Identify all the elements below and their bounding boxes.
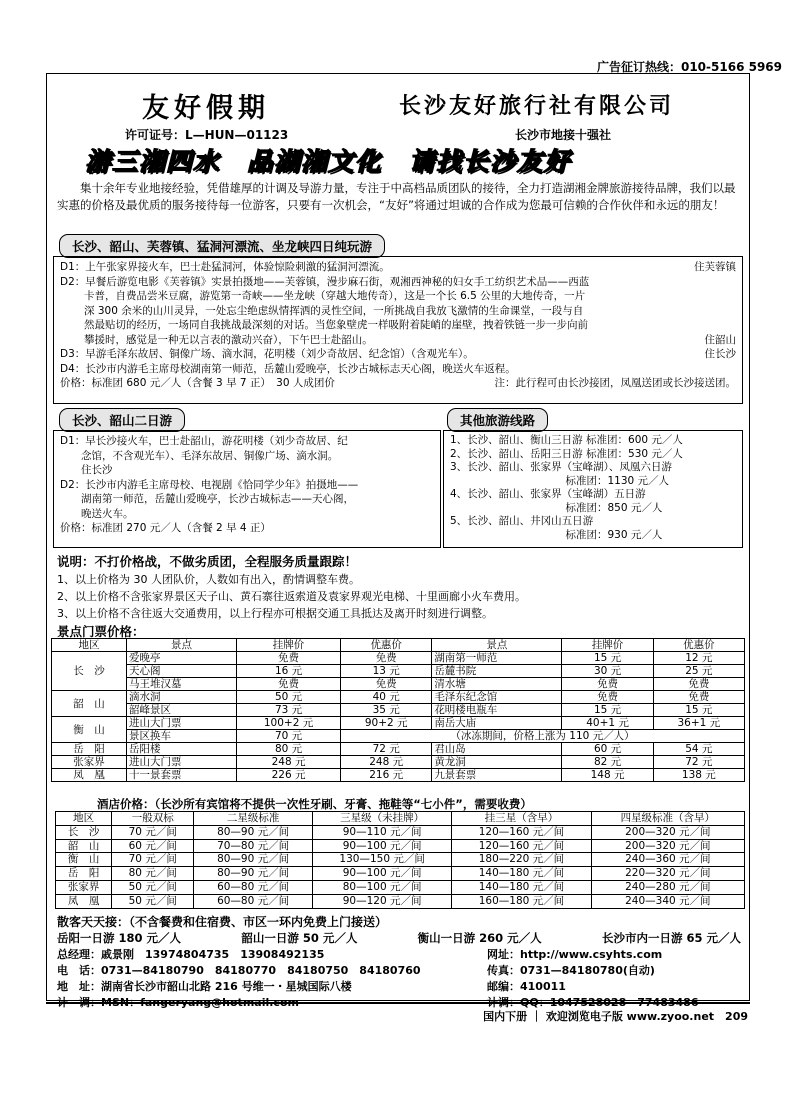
table-cell: 120—160 元／间 — [452, 839, 591, 853]
ad-hotline: 广告征订热线：010-5166 5969 — [596, 60, 782, 74]
daytrips-list — [57, 930, 741, 946]
table-cell: 韶峰景区 — [127, 704, 237, 717]
tour4-d1: D1：上午张家界接火车，巴士赴猛洞河，体验惊险刺激的猛洞河漂流。 — [60, 261, 390, 273]
footer-divider — [46, 1002, 750, 1004]
table-cell: 衡 山 — [56, 853, 112, 867]
table-cell: 25 元 — [653, 665, 744, 678]
advert-frame — [46, 73, 750, 1009]
hotels-table — [55, 811, 745, 909]
table-cell: 岳 阳 — [56, 867, 112, 881]
header-cell: 挂牌价 — [237, 639, 341, 652]
table-row — [56, 867, 745, 881]
table-cell: 130—150 元／间 — [312, 853, 451, 867]
table-cell: 160—180 元／间 — [452, 894, 591, 908]
table-cell: 90—100 元／间 — [312, 867, 451, 881]
tour2-box — [53, 430, 441, 548]
table-cell: 90—120 元／间 — [312, 894, 451, 908]
table-cell: 免费 — [562, 678, 653, 691]
table-header-row — [56, 812, 745, 826]
table-cell: 82 元 — [562, 756, 653, 769]
contact-zip: 邮编：410011 — [487, 980, 566, 993]
table-row — [52, 717, 745, 730]
table-cell: 240—280 元／间 — [591, 880, 744, 894]
other-route: 标准团：850 元／人 — [450, 501, 663, 514]
tour2-line: 湖南第一师范，岳麓山爱晚亭，长沙古城标志——天心阁， — [60, 493, 354, 505]
table-cell: 马王堆汉墓 — [127, 678, 237, 691]
table-cell: 凤 凰 — [56, 894, 112, 908]
table-cell: 80—90 元／间 — [194, 867, 313, 881]
daytrip-item: 长沙市内一日游 65 元／人 — [601, 931, 741, 945]
table-row — [56, 853, 745, 867]
table-row — [52, 756, 745, 769]
other-route: 标准团：1130 元／人 — [450, 474, 670, 487]
tour4-d3-stay: 住长沙 — [704, 348, 736, 360]
table-row — [56, 839, 745, 853]
table-row — [52, 743, 745, 756]
tour4-d2-line2: 卡普，自费品尝米豆腐，游览第一奇峡——坐龙峡（穿越大地传奇），这是一个长 6.5 公里的大地传奇，一片 — [84, 290, 586, 302]
notes-list — [57, 571, 526, 622]
hotels-title: 酒店价格：（长沙所有宾馆将不提供一次性牙刷、牙膏、拖鞋等“七小件”，需要收费） — [97, 797, 532, 811]
table-cell: 免费 — [341, 652, 432, 665]
table-row — [52, 678, 745, 691]
table-cell: 君山岛 — [432, 743, 562, 756]
table-cell: 200—320 元／间 — [591, 825, 744, 839]
table-cell: 40 元 — [341, 691, 432, 704]
daytrip-item: 韶山一日游 50 元／人 — [241, 931, 358, 945]
table-row — [52, 665, 745, 678]
notes-title: 说明：不打价格战，不做劣质团，全程服务质量跟踪！ — [57, 554, 358, 569]
region-cell: 张家界 — [52, 756, 127, 769]
table-cell: （冰冻期间，价格上涨为 110 元／人） — [341, 730, 745, 743]
other-route: 4、长沙、韶山、张家界（宝峰湖）五日游 — [450, 488, 646, 500]
table-cell: 南岳大庙 — [432, 717, 562, 730]
tickets-title: 景点门票价格： — [57, 624, 145, 639]
table-cell: 248 元 — [341, 756, 432, 769]
contact-manager: 总经理：戚景刚 13974804735 13908492135 — [57, 948, 325, 961]
table-cell: 248 元 — [237, 756, 341, 769]
table-cell: 黄龙洞 — [432, 756, 562, 769]
tour4-d3: D3：早游毛泽东故居、铜像广场、滴水洞，花明楼（刘少奇故居、纪念馆）（含观光车）。 — [60, 348, 474, 360]
table-cell: 80 元 — [237, 743, 341, 756]
table-row — [56, 894, 745, 908]
table-cell: 90—110 元／间 — [312, 825, 451, 839]
table-cell: 天心阁 — [127, 665, 237, 678]
table-cell: 15 元 — [653, 704, 744, 717]
daytrip-item: 岳阳一日游 180 元／人 — [57, 931, 182, 945]
other-route: 1、长沙、韶山、衡山三日游 标准团：600 元／人 — [450, 434, 683, 446]
table-cell: 免费 — [341, 678, 432, 691]
other-route: 标准团：930 元／人 — [450, 528, 663, 541]
table-cell: 50 元／间 — [112, 880, 194, 894]
header-cell: 二星级标准 — [194, 812, 313, 826]
table-cell: 50 元 — [237, 691, 341, 704]
table-cell: 16 元 — [237, 665, 341, 678]
table-cell: 15 元 — [562, 704, 653, 717]
contact-phone: 电 话：0731—84180790 84180770 84180750 84180760 — [57, 964, 421, 977]
table-row — [52, 730, 745, 743]
daytrip-item: 衡山一日游 260 元／人 — [417, 931, 542, 945]
table-cell: 240—360 元／间 — [591, 853, 744, 867]
table-cell: 50 元／间 — [112, 894, 194, 908]
table-row — [52, 769, 745, 782]
table-cell: 清水塘 — [432, 678, 562, 691]
table-cell: 80 元／间 — [112, 867, 194, 881]
license-number: 许可证号：L—HUN—01123 — [125, 128, 289, 142]
table-cell: 90+2 元 — [341, 717, 432, 730]
note-item: 3、以上价格不含往返大交通费用，以上行程亦可根据交通工具抵达及离开时刻进行调整。 — [57, 607, 493, 620]
tour4-d2-line4: 然最贴切的经历，一场同自我挑战最深刻的对话。当您象壁虎一样吸附着陡峭的崖壁，拽着铁链一步一步向前 — [84, 319, 588, 331]
table-cell: 十一景套票 — [127, 769, 237, 782]
table-cell: 138 元 — [653, 769, 744, 782]
table-cell: 韶 山 — [56, 839, 112, 853]
header-cell: 地区 — [56, 812, 112, 826]
table-cell: 72 元 — [341, 743, 432, 756]
tour2-price: 价格：标准团 270 元／人（含餐 2 早 4 正） — [60, 522, 271, 534]
header-cell: 优惠价 — [653, 639, 744, 652]
table-row — [56, 880, 745, 894]
other-routes-box — [443, 430, 743, 548]
table-row — [52, 652, 745, 665]
table-cell: 35 元 — [341, 704, 432, 717]
table-cell: 220—320 元／间 — [591, 867, 744, 881]
table-cell: 216 元 — [341, 769, 432, 782]
header-cell: 优惠价 — [341, 639, 432, 652]
table-cell: 60 元／间 — [112, 839, 194, 853]
table-cell: 张家界 — [56, 880, 112, 894]
table-cell: 80—100 元／间 — [312, 880, 451, 894]
intro-paragraph: 集十余年专业地接经验，凭借雄厚的计调及导游力量，专注于中高档品质团队的接待，全力打造湖湘金牌旅游接待品牌，我们以最实惠的价格及最优质的服务接待每一位游客，只要有一次机会，“友好”将通过坦诚的合作成为您最可信赖的合作伙伴和永远的朋友！ — [57, 181, 736, 212]
table-cell: 景区换车 — [127, 730, 237, 743]
table-cell: 100+2 元 — [237, 717, 341, 730]
table-cell: 180—220 元／间 — [452, 853, 591, 867]
tour4-note: 注：此行程可由长沙接团，凤凰送团或长沙接送团。 — [494, 377, 736, 389]
table-cell: 湖南第一师范 — [432, 652, 562, 665]
table-cell: 免费 — [653, 678, 744, 691]
other-route: 2、长沙、韶山、岳阳三日游 标准团：530 元／人 — [450, 447, 683, 460]
region-cell: 长 沙 — [52, 652, 127, 691]
table-header-row — [52, 639, 745, 652]
header-cell: 挂牌价 — [562, 639, 653, 652]
note-item: 1、以上价格为 30 人团队价，人数如有出入，酌情调整车费。 — [57, 573, 360, 586]
table-cell: 80—90 元／间 — [194, 825, 313, 839]
table-cell: 148 元 — [562, 769, 653, 782]
region-cell: 凤 凰 — [52, 769, 127, 782]
header-cell: 三星级（未挂牌） — [312, 812, 451, 826]
tour4-d1-stay: 住芙蓉镇 — [694, 261, 736, 273]
tour4-d2-line5: 攀援时，感觉是一种无以言表的激动兴奋），下午巴士赴韶山。 — [84, 333, 373, 346]
table-row — [52, 704, 745, 717]
header-cell: 一般双标 — [112, 812, 194, 826]
header-cell: 地区 — [52, 639, 127, 652]
table-cell: 长 沙 — [56, 825, 112, 839]
region-cell: 韶 山 — [52, 691, 127, 717]
note-item: 2、以上价格不含张家界景区天子山、黄石寨往返索道及袁家界观光电梯、十里画廊小火车费用。 — [57, 590, 526, 603]
region-cell: 衡 山 — [52, 717, 127, 743]
table-cell: 爱晚亭 — [127, 652, 237, 665]
table-cell: 60 元 — [562, 743, 653, 756]
daytrips-title: 散客天天接：（不含餐费和住宿费、市区一环内免费上门接送） — [57, 915, 388, 929]
table-cell: 30 元 — [562, 665, 653, 678]
tour2-line: D1：早长沙接火车，巴士赴韶山，游花明楼（刘少奇故居、纪 — [60, 435, 348, 447]
table-cell: 滴水洞 — [127, 691, 237, 704]
contact-fax: 传真：0731—84180780(自动) — [487, 964, 655, 977]
tagline: 长沙市地接十强社 — [515, 128, 612, 142]
contact-web: 网址：http://www.csyhts.com — [487, 948, 663, 961]
table-cell: 60—80 元／间 — [194, 894, 313, 908]
tour4-d4: D4：长沙市内游毛主席母校湖南第一师范，岳麓山爱晚亭，长沙古城标志天心阁，晚送火车返程。 — [60, 362, 516, 375]
tour2-line: D2：长沙市内游毛主席母校、电视剧《恰同学少年》拍摄地—— — [60, 478, 359, 491]
tour2-line: 住长沙 — [60, 464, 113, 476]
table-cell: 36+1 元 — [653, 717, 744, 730]
tour2-line: 念馆，不含观光车）、毛泽东故居、铜像广场、滴水洞。 — [60, 449, 339, 462]
tickets-table — [51, 638, 745, 782]
table-cell: 毛泽东纪念馆 — [432, 691, 562, 704]
tour4-d2-line3: 深 300 余米的山川灵异，一处忘尘绝虑纵情挥洒的灵性空间，一所挑战自我放飞激情的生命课堂，一段与自 — [84, 304, 584, 317]
page-footer: 国内下册 ｜ 欢迎浏览电子版 www.zyoo.net 209 — [483, 1010, 748, 1023]
brand-logo-text: 友好假期 — [142, 93, 270, 124]
table-cell: 240—340 元／间 — [591, 894, 744, 908]
table-cell: 九景套票 — [432, 769, 562, 782]
table-cell: 免费 — [653, 691, 744, 704]
table-cell: 60—80 元／间 — [194, 880, 313, 894]
tour2-title: 长沙、韶山二日游 — [59, 408, 185, 432]
table-cell: 140—180 元／间 — [452, 880, 591, 894]
slogan-banner: 游三湘四水 品湖湘文化 请找长沙友好 — [85, 147, 572, 176]
table-cell: 90—100 元／间 — [312, 839, 451, 853]
tour4-box — [53, 256, 743, 404]
table-cell: 54 元 — [653, 743, 744, 756]
table-cell: 70 元／间 — [112, 853, 194, 867]
table-cell: 免费 — [237, 652, 341, 665]
table-cell: 72 元 — [653, 756, 744, 769]
region-cell: 岳 阳 — [52, 743, 127, 756]
table-cell: 花明楼电瓶车 — [432, 704, 562, 717]
tour2-line: 晚送火车。 — [60, 507, 134, 520]
header-cell: 四星级标准（含早） — [591, 812, 744, 826]
table-cell: 进山大门票 — [127, 717, 237, 730]
tour4-d2-stay: 住韶山 — [704, 333, 736, 346]
table-cell: 免费 — [562, 691, 653, 704]
table-cell: 73 元 — [237, 704, 341, 717]
table-row — [56, 825, 745, 839]
table-cell: 免费 — [237, 678, 341, 691]
table-cell: 226 元 — [237, 769, 341, 782]
contact-address: 地 址：湖南省长沙市韶山北路 216 号维一・星城国际八楼 — [57, 980, 352, 993]
contact-qq: 计调：QQ：1047528028 77483486 — [487, 996, 699, 1009]
table-cell: 70 元／间 — [112, 825, 194, 839]
table-cell: 80—90 元／间 — [194, 853, 313, 867]
table-cell: 13 元 — [341, 665, 432, 678]
table-cell: 70 元 — [237, 730, 341, 743]
table-cell: 200—320 元／间 — [591, 839, 744, 853]
tour4-title: 长沙、韶山、芙蓉镇、猛洞河漂流、坐龙峡四日纯玩游 — [59, 234, 385, 258]
table-cell: 进山大门票 — [127, 756, 237, 769]
other-route: 3、长沙、韶山、张家界（宝峰湖）、凤凰六日游 — [450, 461, 672, 473]
contact-msn: 计 调：MSN：fangeryang@hotmail.com — [57, 996, 299, 1009]
table-cell: 120—160 元／间 — [452, 825, 591, 839]
table-cell: 40+1 元 — [562, 717, 653, 730]
company-name: 长沙友好旅行社有限公司 — [399, 93, 675, 119]
table-cell: 岳麓书院 — [432, 665, 562, 678]
tour4-d2-line1: D2：早餐后游览电影《芙蓉镇》实景拍摄地——芙蓉镇，漫步麻石街，观湘西神秘的妇女手工纺织艺术品——西蓝 — [60, 275, 590, 288]
other-route: 5、长沙、韶山、井冈山五日游 — [450, 515, 594, 527]
table-cell: 70—80 元／间 — [194, 839, 313, 853]
table-cell: 15 元 — [562, 652, 653, 665]
other-title: 其他旅游线路 — [447, 408, 548, 432]
table-cell: 12 元 — [653, 652, 744, 665]
header-cell: 挂三星（含早） — [452, 812, 591, 826]
table-cell: 140—180 元／间 — [452, 867, 591, 881]
header-cell: 景点 — [127, 639, 237, 652]
tour4-price: 价格：标准团 680 元／人（含餐 3 早 7 正） 30 人成团价 — [60, 377, 335, 389]
header-cell: 景点 — [432, 639, 562, 652]
table-row — [52, 691, 745, 704]
table-cell: 岳阳楼 — [127, 743, 237, 756]
